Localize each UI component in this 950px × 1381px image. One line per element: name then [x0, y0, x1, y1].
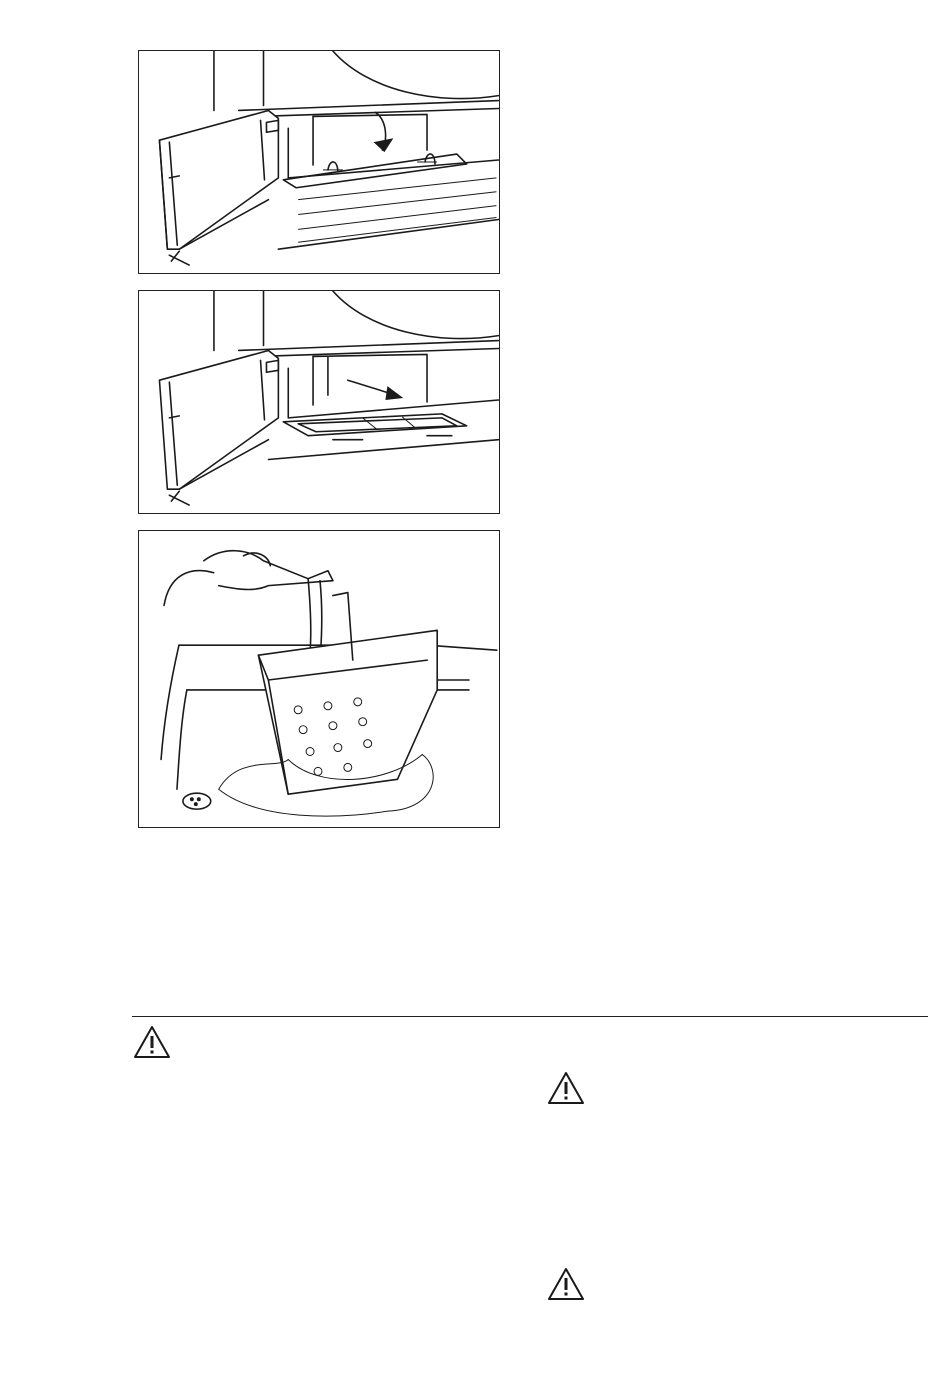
dryer-filter-drawing-2 [139, 291, 499, 513]
illustration-pull-out-filter [138, 290, 500, 514]
illustration-rinse-filter-under-tap [138, 530, 500, 828]
section-divider [132, 1016, 928, 1017]
filter-rinse-drawing-3 [139, 531, 499, 827]
warning-triangle-icon [546, 1070, 586, 1106]
illustration-open-door-tilt-filter [138, 50, 500, 274]
warning-triangle-icon [546, 1266, 586, 1302]
warning-triangle-icon [132, 1024, 172, 1060]
dryer-filter-drawing-1 [139, 51, 499, 273]
